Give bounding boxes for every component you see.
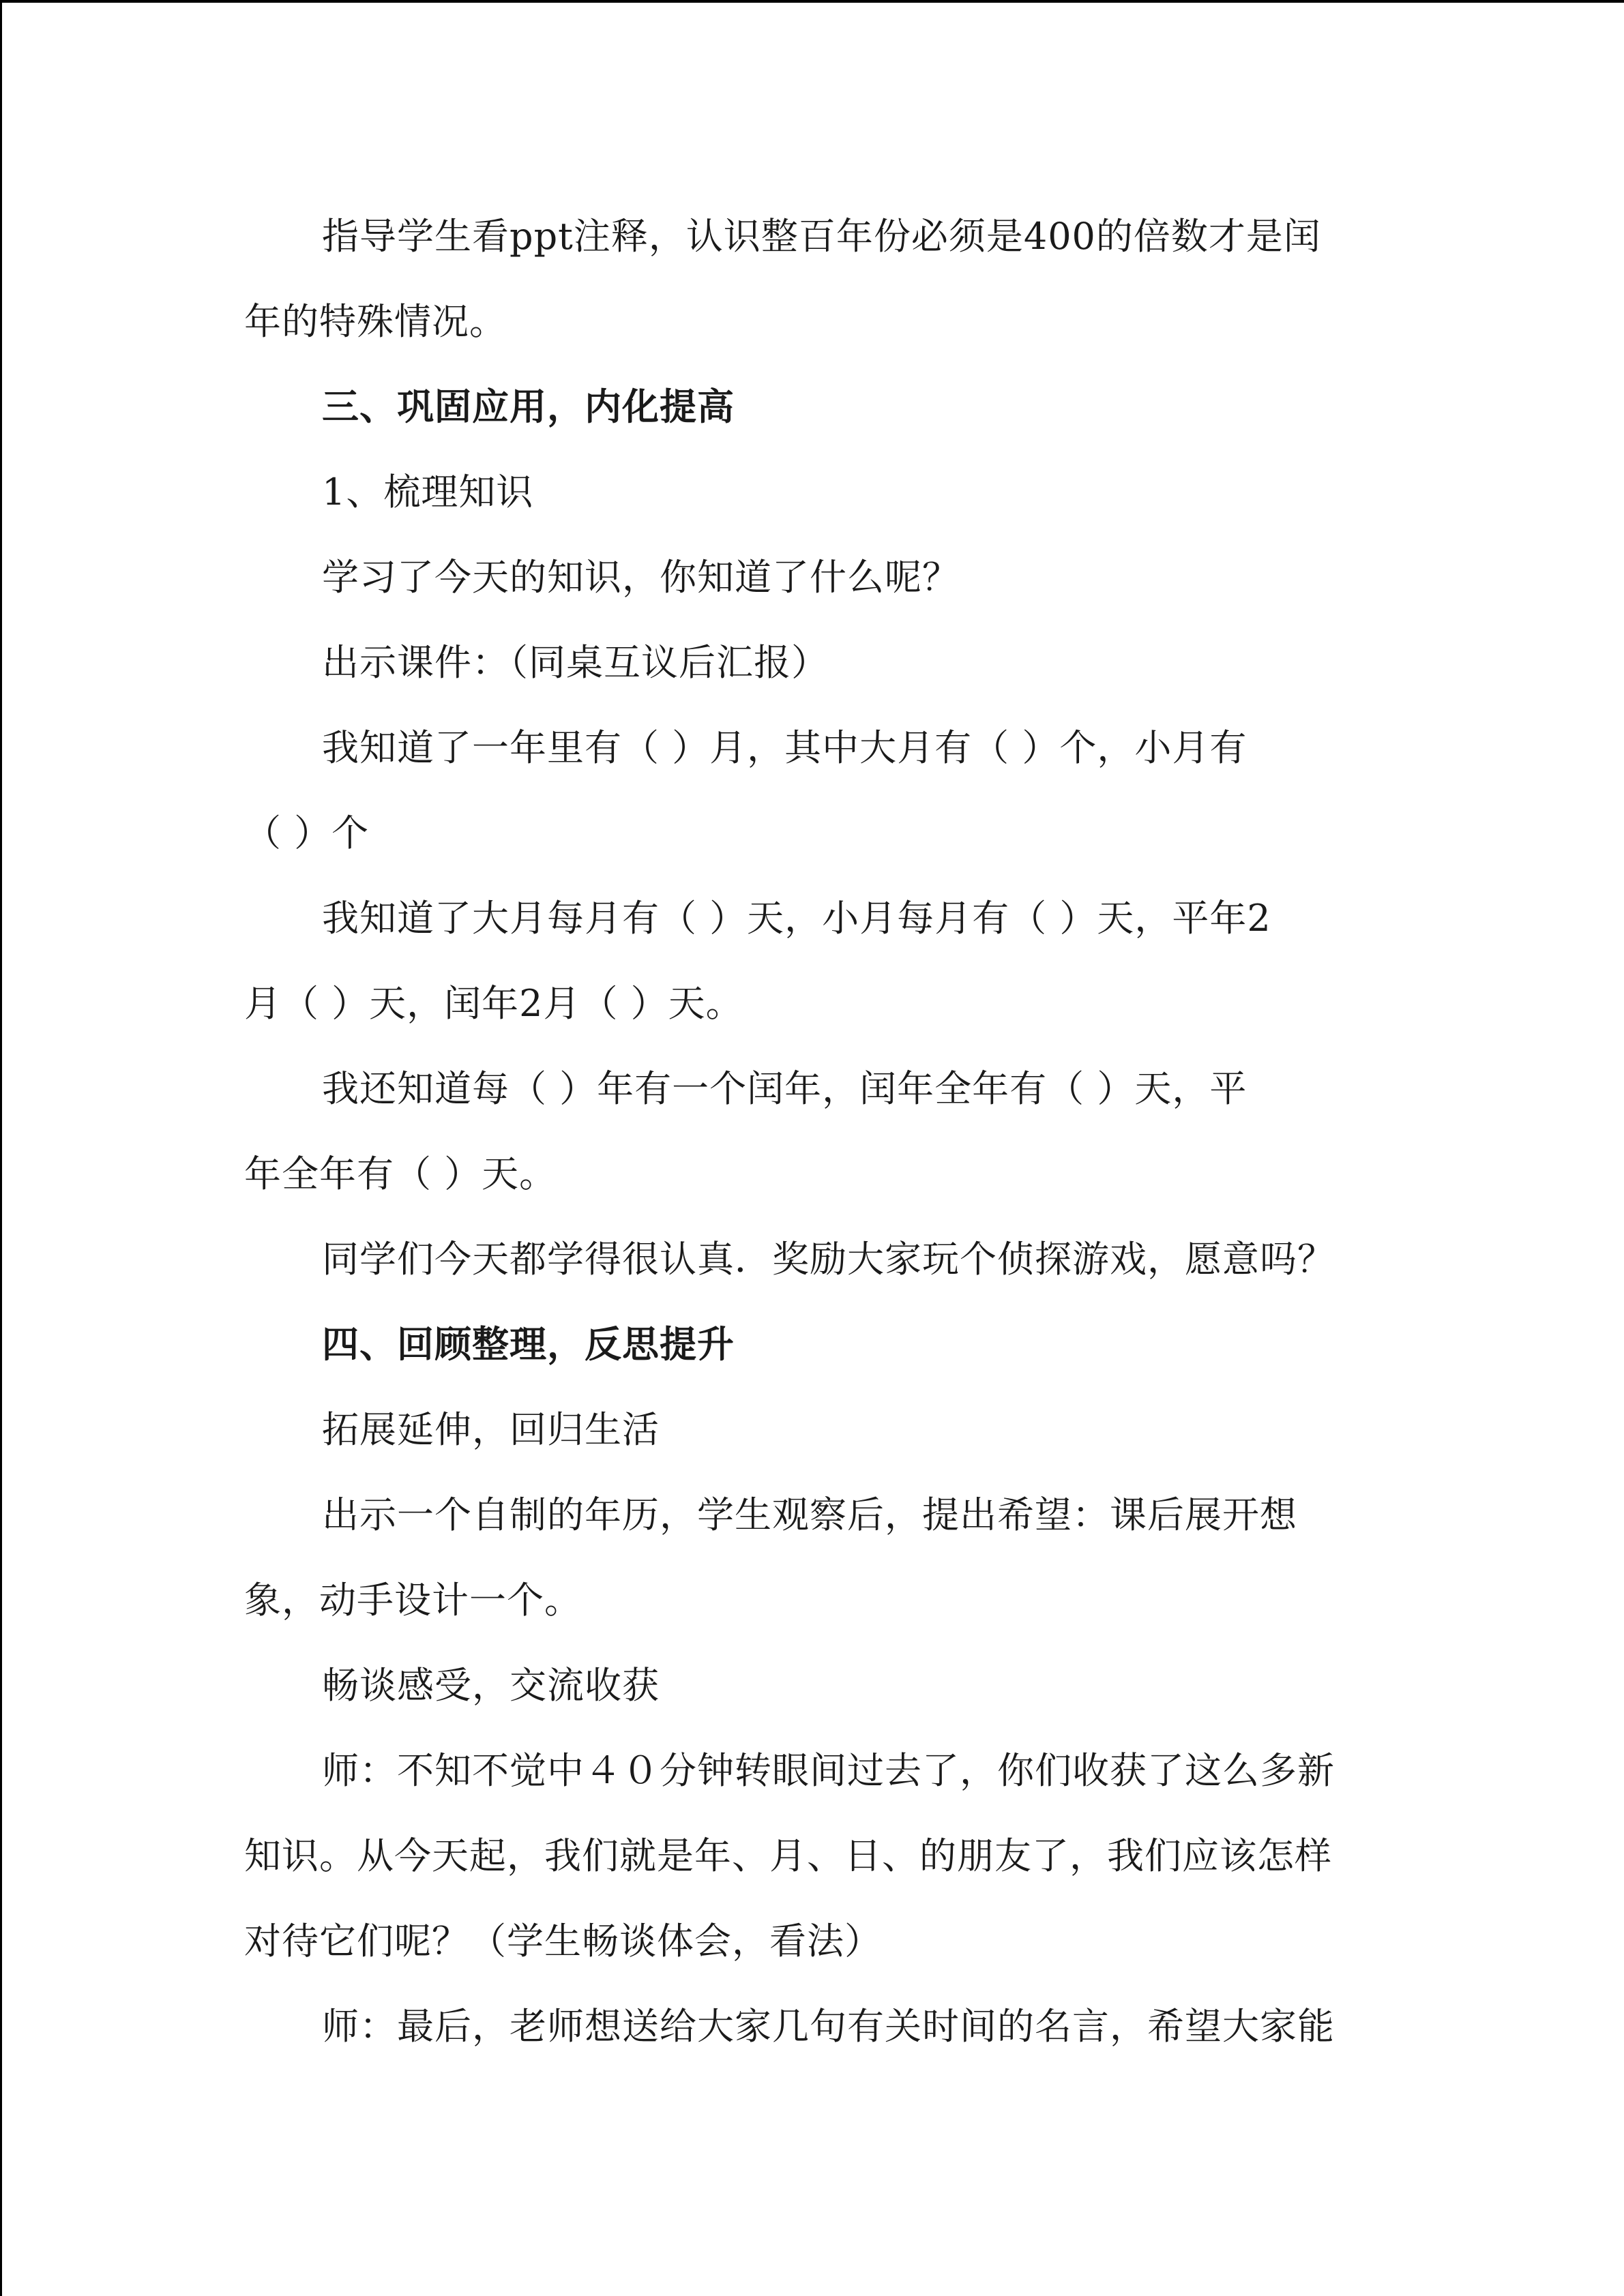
text-line: （ ）个 — [244, 811, 370, 854]
text-line: 同学们今天都学得很认真．奖励大家玩个侦探游戏，愿意吗？ — [322, 1238, 1335, 1281]
text-line: 年全年有（ ）天。 — [244, 1152, 557, 1195]
text-line: 指导学生看ppt注释，认识整百年份必须是400的倍数才是闰 — [322, 215, 1321, 258]
text-line: 出示一个自制的年历，学生观察后，提出希望：课后展开想 — [322, 1493, 1297, 1536]
document-page — [244, 194, 1383, 2069]
text-line: 拓展延伸，回归生活 — [322, 1408, 660, 1451]
page-left-border — [0, 0, 2, 2296]
section-heading: 四、回顾整理，反思提升 — [322, 1322, 735, 1366]
text-line: 学习了今天的知识，你知道了什么呢？ — [322, 556, 960, 599]
text-line: 月（ ）天，闰年2月（ ）天。 — [244, 982, 743, 1025]
text-line: 我还知道每（ ）年有一个闰年，闰年全年有（ ）天，平 — [322, 1067, 1247, 1110]
text-line: 象，动手设计一个。 — [244, 1579, 582, 1622]
page-top-border — [0, 0, 1624, 3]
section-heading: 三、巩固应用，内化提高 — [322, 385, 735, 428]
text-line: 我知道了大月每月有（ ）天，小月每月有（ ）天，平年2 — [322, 897, 1271, 940]
text-line: 对待它们呢？（学生畅谈体会，看法） — [244, 1920, 882, 1963]
text-line: 我知道了一年里有（ ）月，其中大月有（ ）个，小月有 — [322, 726, 1247, 769]
text-line: 1、梳理知识 — [322, 471, 534, 513]
text-line: 师：不知不觉中４０分钟转眼间过去了，你们收获了这么多新 — [322, 1749, 1335, 1792]
text-line: 知识。从今天起，我们就是年、月、日、的朋友了，我们应该怎样 — [244, 1834, 1332, 1877]
text-line: 畅谈感受，交流收获 — [322, 1664, 660, 1707]
text-line: 出示课件：（同桌互议后汇报） — [322, 641, 829, 684]
text-line: 年的特殊情况。 — [244, 300, 507, 343]
text-line: 师：最后，老师想送给大家几句有关时间的名言，希望大家能 — [322, 2005, 1335, 2048]
